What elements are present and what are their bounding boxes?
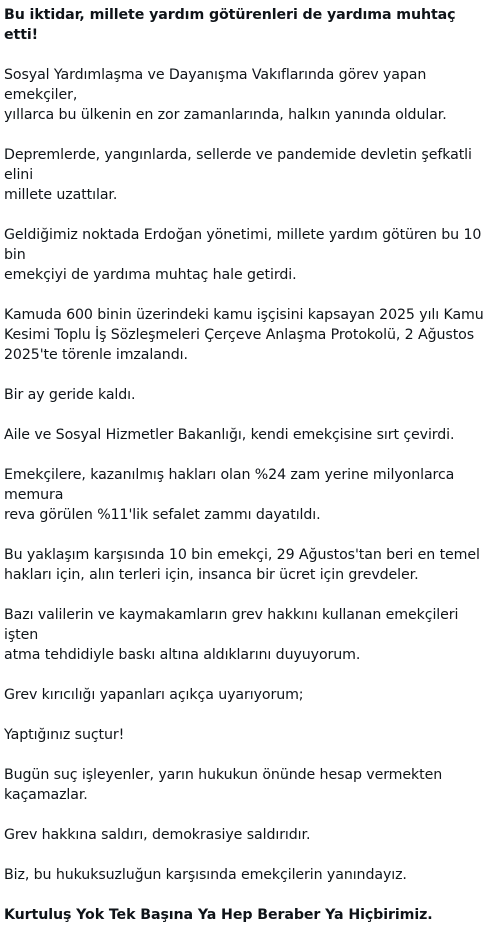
post-headline: Bu iktidar, millete yardım götürenleri de yardıma muhtaç etti! xyxy=(4,7,461,43)
post-paragraph: Depremlerde, yangınlarda, sellerde ve pandemide devletin şefkatli elini millete uzattılar. xyxy=(4,147,472,203)
post-paragraph: Sosyal Yardımlaşma ve Dayanışma Vakıflarında görev yapan emekçiler, yıllarca bu ülkenin en zor zamanlarında, halkın yanında oldular. xyxy=(4,67,447,123)
post-closing-slogan: Kurtuluş Yok Tek Başına Ya Hep Beraber Ya Hiçbirimiz. xyxy=(4,907,433,923)
post-paragraph: Grev hakkına saldırı, demokrasiye saldırıdır. xyxy=(4,827,311,843)
post-paragraph: Grev kırıcılığı yapanları açıkça uyarıyorum; xyxy=(4,687,304,703)
post-paragraph: Bu yaklaşım karşısında 10 bin emekçi, 29 Ağustos'tan beri en temel hakları için, alın terleri için, insanca bir ücret için grevdeler. xyxy=(4,547,480,583)
post-paragraph: Yaptığınız suçtur! xyxy=(4,727,125,743)
post-paragraph: Bir ay geride kaldı. xyxy=(4,387,136,403)
post-paragraph: Geldiğimiz noktada Erdoğan yönetimi, millete yardım götüren bu 10 bin emekçiyi de yardıma muhtaç hale getirdi. xyxy=(4,227,482,283)
post-paragraph: Biz, bu hukuksuzluğun karşısında emekçilerin yanındayız. xyxy=(4,867,407,883)
post-paragraph: Bugün suç işleyenler, yarın hukukun önünde hesap vermekten kaçamazlar. xyxy=(4,767,443,803)
post-paragraph: Emekçilere, kazanılmış hakları olan %24 zam yerine milyonlarca memura reva görülen %11'lik sefalet zammı dayatıldı. xyxy=(4,467,455,523)
post-text-body xyxy=(4,5,484,925)
post-paragraph: Kamuda 600 binin üzerindeki kamu işçisini kapsayan 2025 yılı Kamu Kesimi Toplu İş Sözleşmeleri Çerçeve Anlaşma Protokolü, 2 Ağustos 2025'te törenle imzalandı. xyxy=(4,307,484,363)
post-paragraph: Bazı valilerin ve kaymakamların grev hakkını kullanan emekçileri işten atma tehdidiyle baskı altına aldıklarını duyuyorum. xyxy=(4,607,459,663)
post-paragraph: Aile ve Sosyal Hizmetler Bakanlığı, kendi emekçisine sırt çevirdi. xyxy=(4,427,455,443)
